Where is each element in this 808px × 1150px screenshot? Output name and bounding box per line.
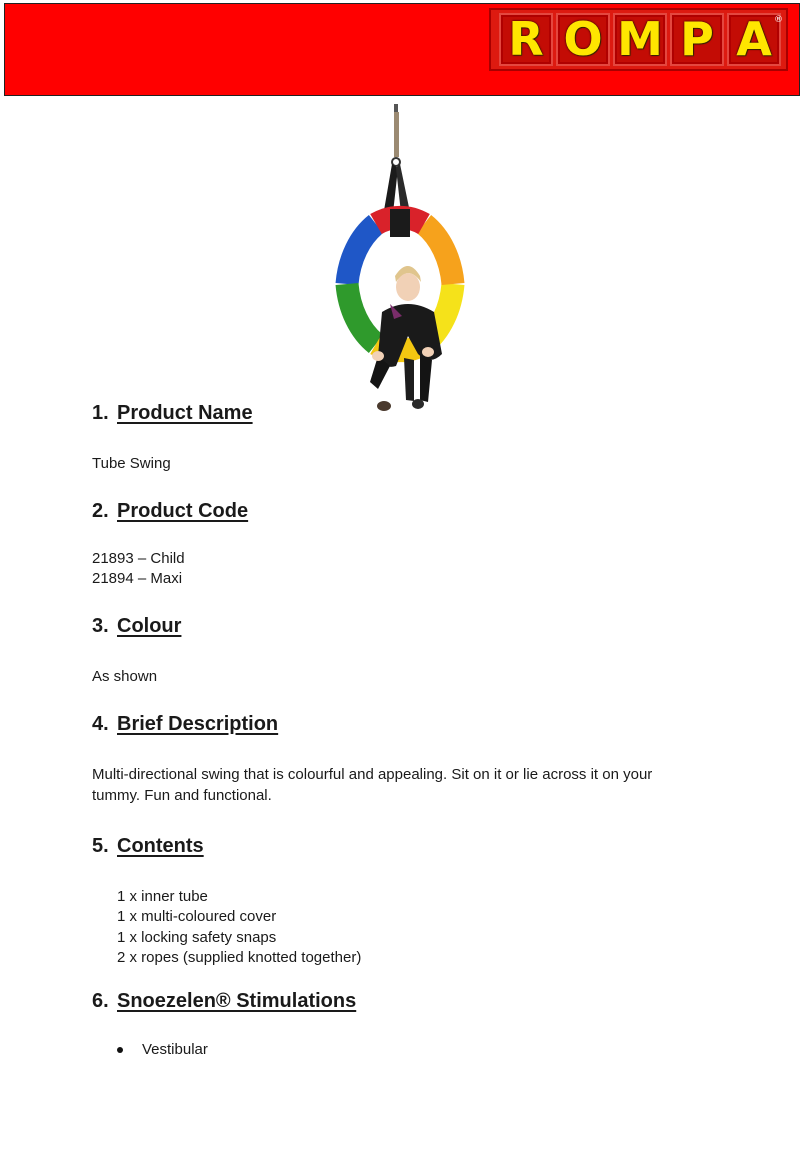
product-code-line: 21893 – Child — [92, 550, 185, 567]
section-4-heading — [92, 713, 278, 736]
tube-swing-photo — [320, 104, 480, 419]
section-number: 6. — [92, 990, 109, 1012]
section-title: Contents — [117, 835, 204, 857]
contents-item: 1 x inner tube — [117, 888, 208, 905]
section-title: Brief Description — [117, 713, 279, 735]
product-name-text: Tube Swing — [92, 455, 171, 472]
description-line: Multi-directional swing that is colourful and appealing. Sit on it or lie across it on your — [92, 766, 653, 783]
logo-letter: A — [736, 12, 772, 66]
bullet-icon — [117, 1047, 123, 1053]
stimulation-item: Vestibular — [142, 1041, 208, 1058]
logo-letter: M — [617, 12, 663, 66]
product-code-line: 21894 – Maxi — [92, 570, 183, 587]
section-title: Snoezelen® Stimulations — [117, 990, 357, 1012]
section-title: Product Code — [117, 500, 249, 522]
section-title: Colour — [117, 615, 182, 637]
colour-text: As shown — [92, 668, 158, 685]
section-number: 3. — [92, 615, 109, 637]
contents-item: 1 x multi-coloured cover — [117, 908, 277, 925]
section-number: 1. — [92, 402, 109, 424]
section-number: 4. — [92, 713, 109, 735]
section-3-heading — [92, 615, 181, 638]
section-5-heading — [92, 835, 204, 858]
contents-item: 1 x locking safety snaps — [117, 929, 277, 946]
logo-letter: P — [680, 12, 714, 66]
section-number: 2. — [92, 500, 109, 522]
section-number: 5. — [92, 835, 109, 857]
contents-item: 2 x ropes (supplied knotted together) — [117, 949, 362, 966]
rompa-logo — [489, 8, 788, 71]
logo-letter: O — [563, 12, 603, 66]
section-title: Product Name — [117, 402, 253, 424]
section-1-heading — [92, 402, 253, 425]
logo-letter: R — [508, 12, 544, 66]
section-6-heading — [92, 990, 356, 1013]
registered-mark: ® — [774, 15, 783, 25]
section-2-heading — [92, 500, 248, 523]
description-line: tummy. Fun and functional. — [92, 787, 272, 804]
